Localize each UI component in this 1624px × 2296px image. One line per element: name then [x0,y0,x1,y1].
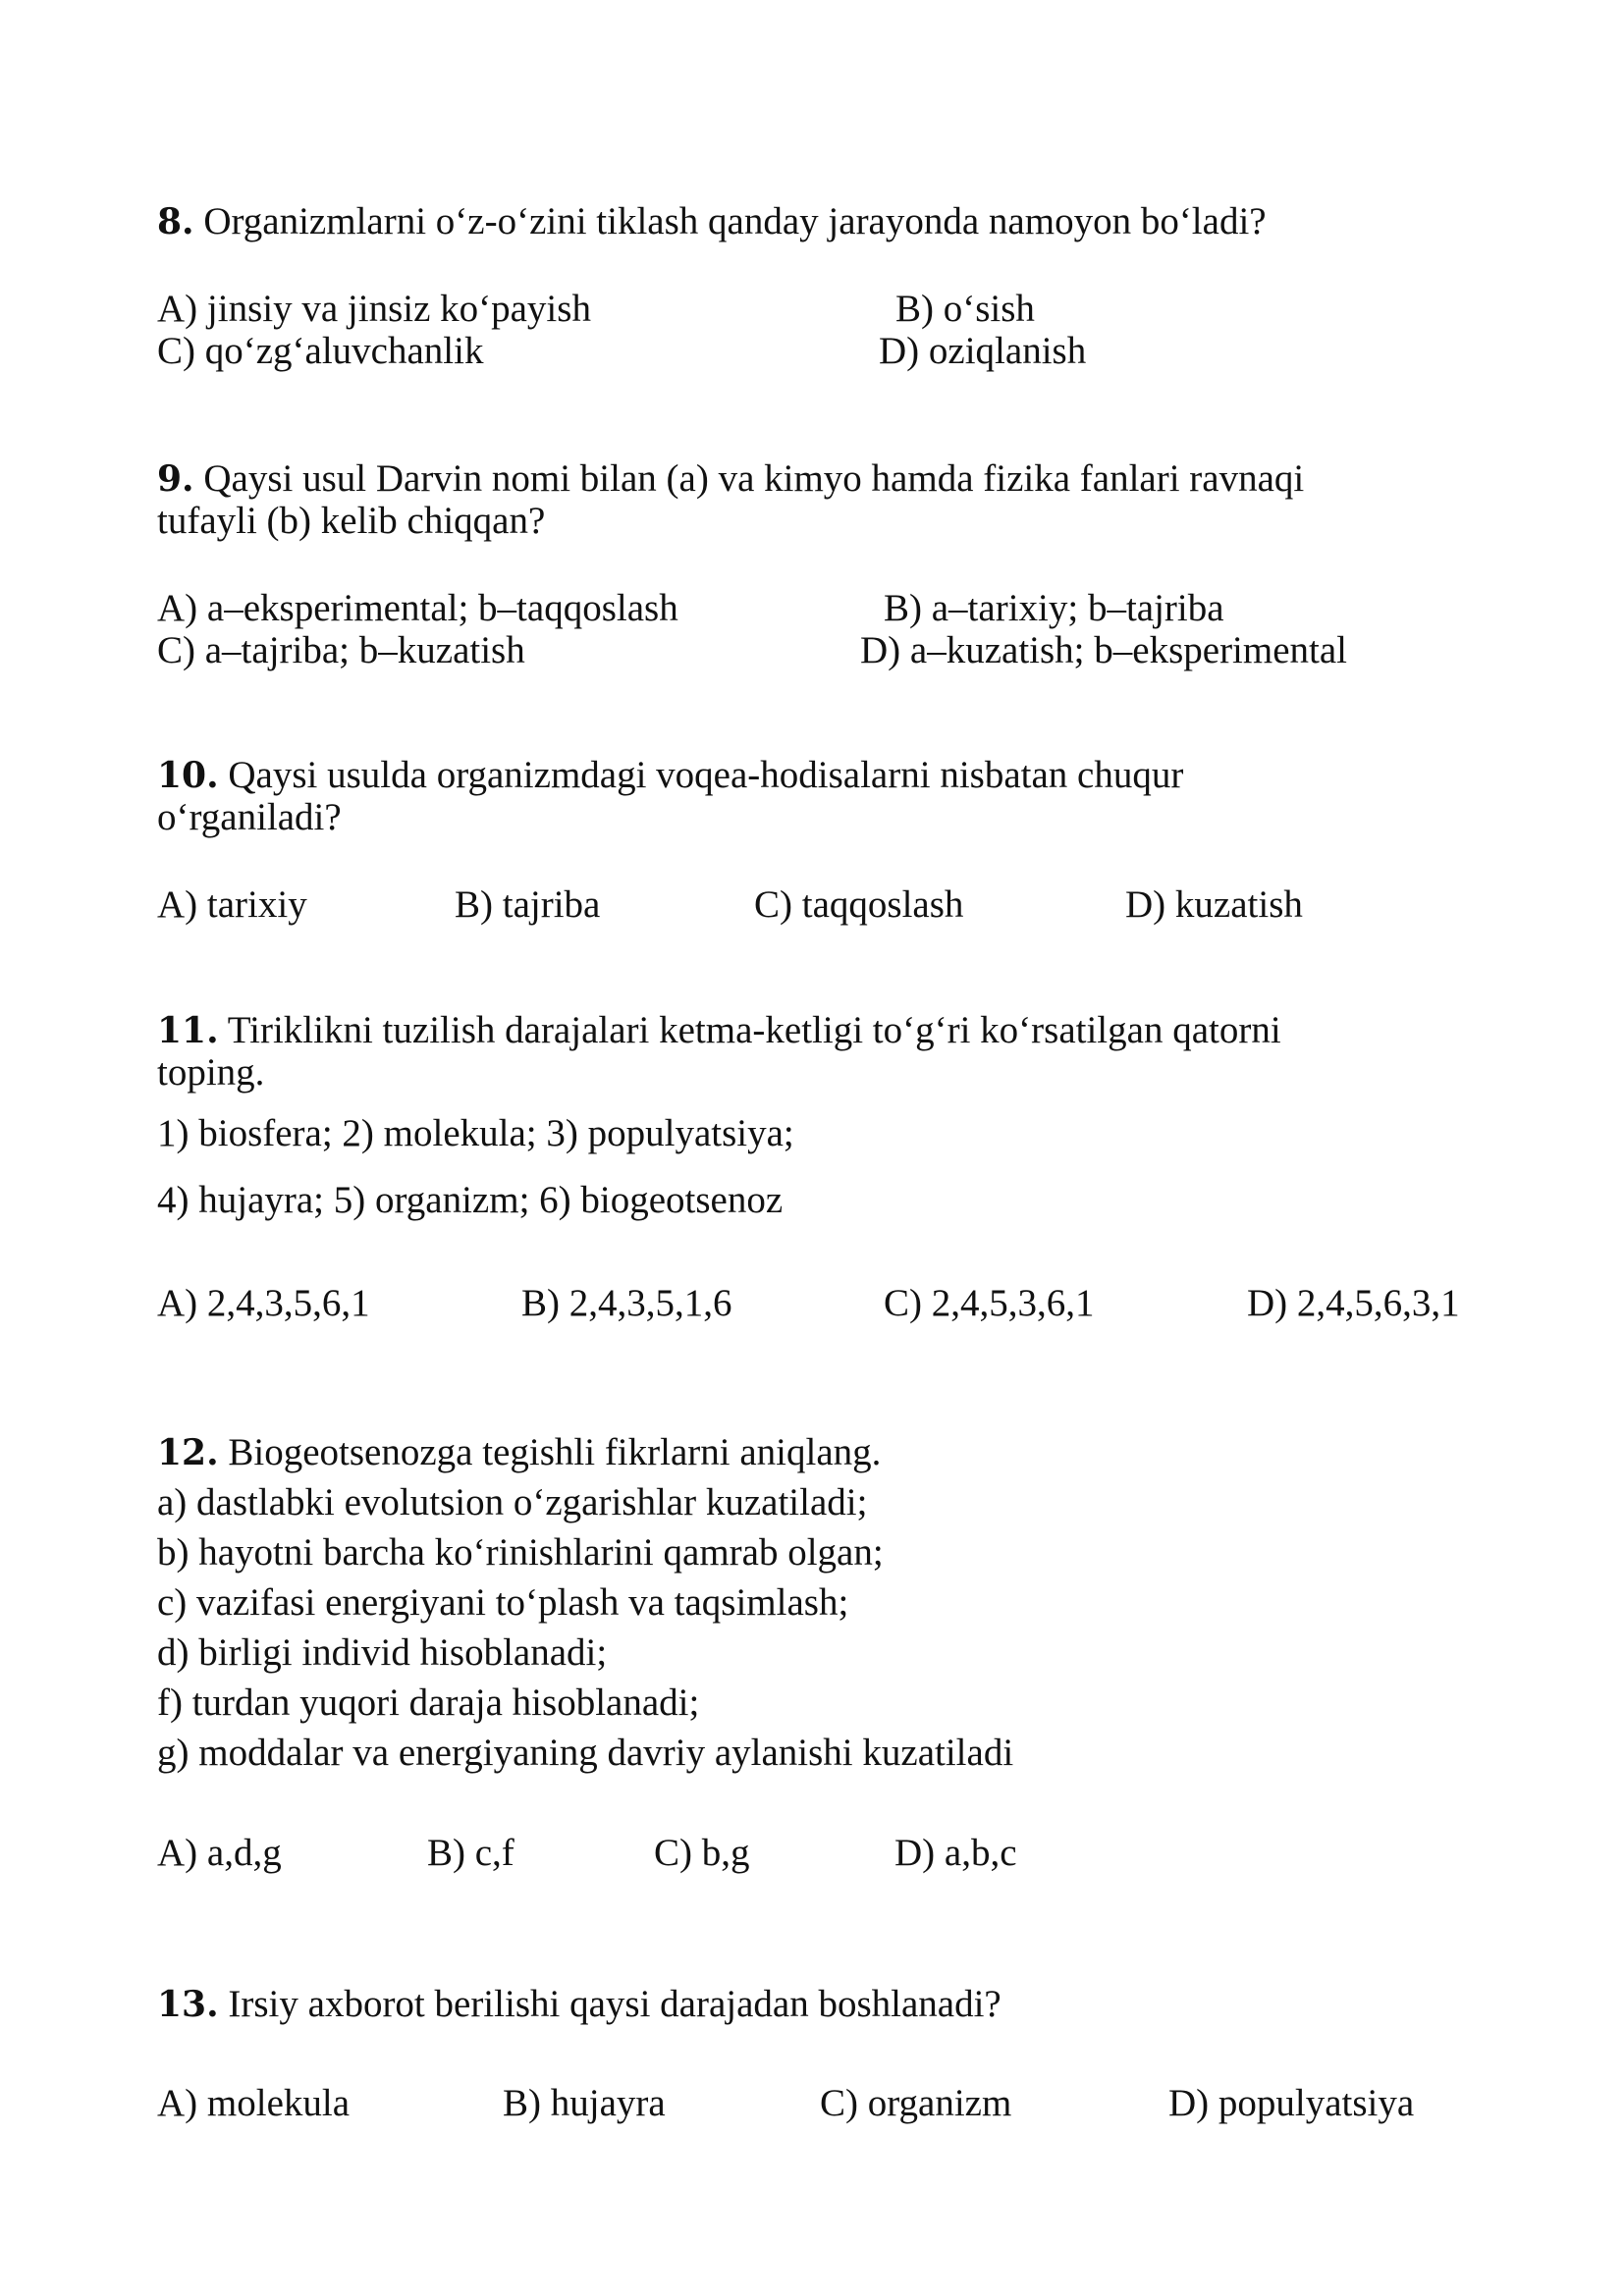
option-a: A) tarixiy [157,883,307,926]
option-a: A) a–eksperimental; b–taqqoslash [157,587,678,629]
question-number: 10. [157,755,219,796]
option-a: A) jinsiy va jinsiz ko‘payish [157,288,591,330]
question-12-text: 12. Biogeotsenozga tegishli fikrlarni aniqlang. [157,1431,882,1473]
option-b: B) hujayra [503,2082,666,2124]
question-9-text: 9. Qaysi usul Darvin nomi bilan (a) va kimyo hamda fizika fanlari ravnaqi [157,457,1305,500]
option-a: A) molekula [157,2082,351,2124]
option-b: B) a–tarixiy; b–tajriba [884,587,1224,629]
option-d: D) populyatsiya [1168,2082,1415,2124]
option-b: B) tajriba [455,883,601,926]
question-9-text-cont: tufayli (b) kelib chiqqan? [157,500,546,542]
option-a: A) 2,4,3,5,6,1 [157,1282,370,1324]
list-item: d) birligi individ hisoblanadi; [157,1631,608,1674]
question-number: 9. [157,458,194,500]
question-11-text: 11. Tiriklikni tuzilish darajalari ketma-ketligi to‘g‘ri ko‘rsatilgan qatorni [157,1009,1281,1051]
list-item: 4) hujayra; 5) organizm; 6) biogeotsenoz [157,1179,784,1221]
question-number: 8. [157,201,194,242]
question-number: 13. [157,1984,219,2025]
list-item: c) vazifasi energiyani to‘plash va taqsimlash; [157,1581,849,1624]
question-13-text: 13. Irsiy axborot berilishi qaysi darajadan boshlanadi? [157,1983,1001,2025]
list-item: g) moddalar va energiyaning davriy aylanishi kuzatiladi [157,1732,1014,1774]
list-item: b) hayotni barcha ko‘rinishlarini qamrab olgan; [157,1531,884,1574]
question-11-text-cont: toping. [157,1051,265,1094]
option-d: D) 2,4,5,6,3,1 [1247,1282,1460,1324]
question-8-text: 8. Organizmlarni o‘z-o‘zini tiklash qanday jarayonda namoyon bo‘ladi? [157,200,1267,242]
question-10-text-cont: o‘rganiladi? [157,796,342,838]
option-c: C) b,g [654,1832,750,1874]
question-10-text: 10. Qaysi usulda organizmdagi voqea-hodisalarni nisbatan chuqur [157,754,1184,796]
list-item: 1) biosfera; 2) molekula; 3) populyatsiya; [157,1112,794,1154]
option-d: D) kuzatish [1125,883,1303,926]
list-item: a) dastlabki evolutsion o‘zgarishlar kuzatiladi; [157,1481,868,1523]
question-number: 11. [157,1010,219,1051]
option-d: D) a,b,c [894,1832,1017,1874]
option-c: C) taqqoslash [754,883,964,926]
option-d: D) oziqlanish [879,330,1087,372]
option-a: A) a,d,g [157,1832,282,1874]
option-c: C) qo‘zg‘aluvchanlik [157,330,484,372]
option-c: C) a–tajriba; b–kuzatish [157,629,525,671]
option-c: C) organizm [820,2082,1012,2124]
option-b: B) o‘sish [895,288,1035,330]
option-d: D) a–kuzatish; b–eksperimental [860,629,1348,671]
question-number: 12. [157,1432,219,1473]
list-item: f) turdan yuqori daraja hisoblanadi; [157,1682,700,1724]
option-c: C) 2,4,5,3,6,1 [884,1282,1095,1324]
option-b: B) 2,4,3,5,1,6 [521,1282,732,1324]
option-b: B) c,f [427,1832,514,1874]
